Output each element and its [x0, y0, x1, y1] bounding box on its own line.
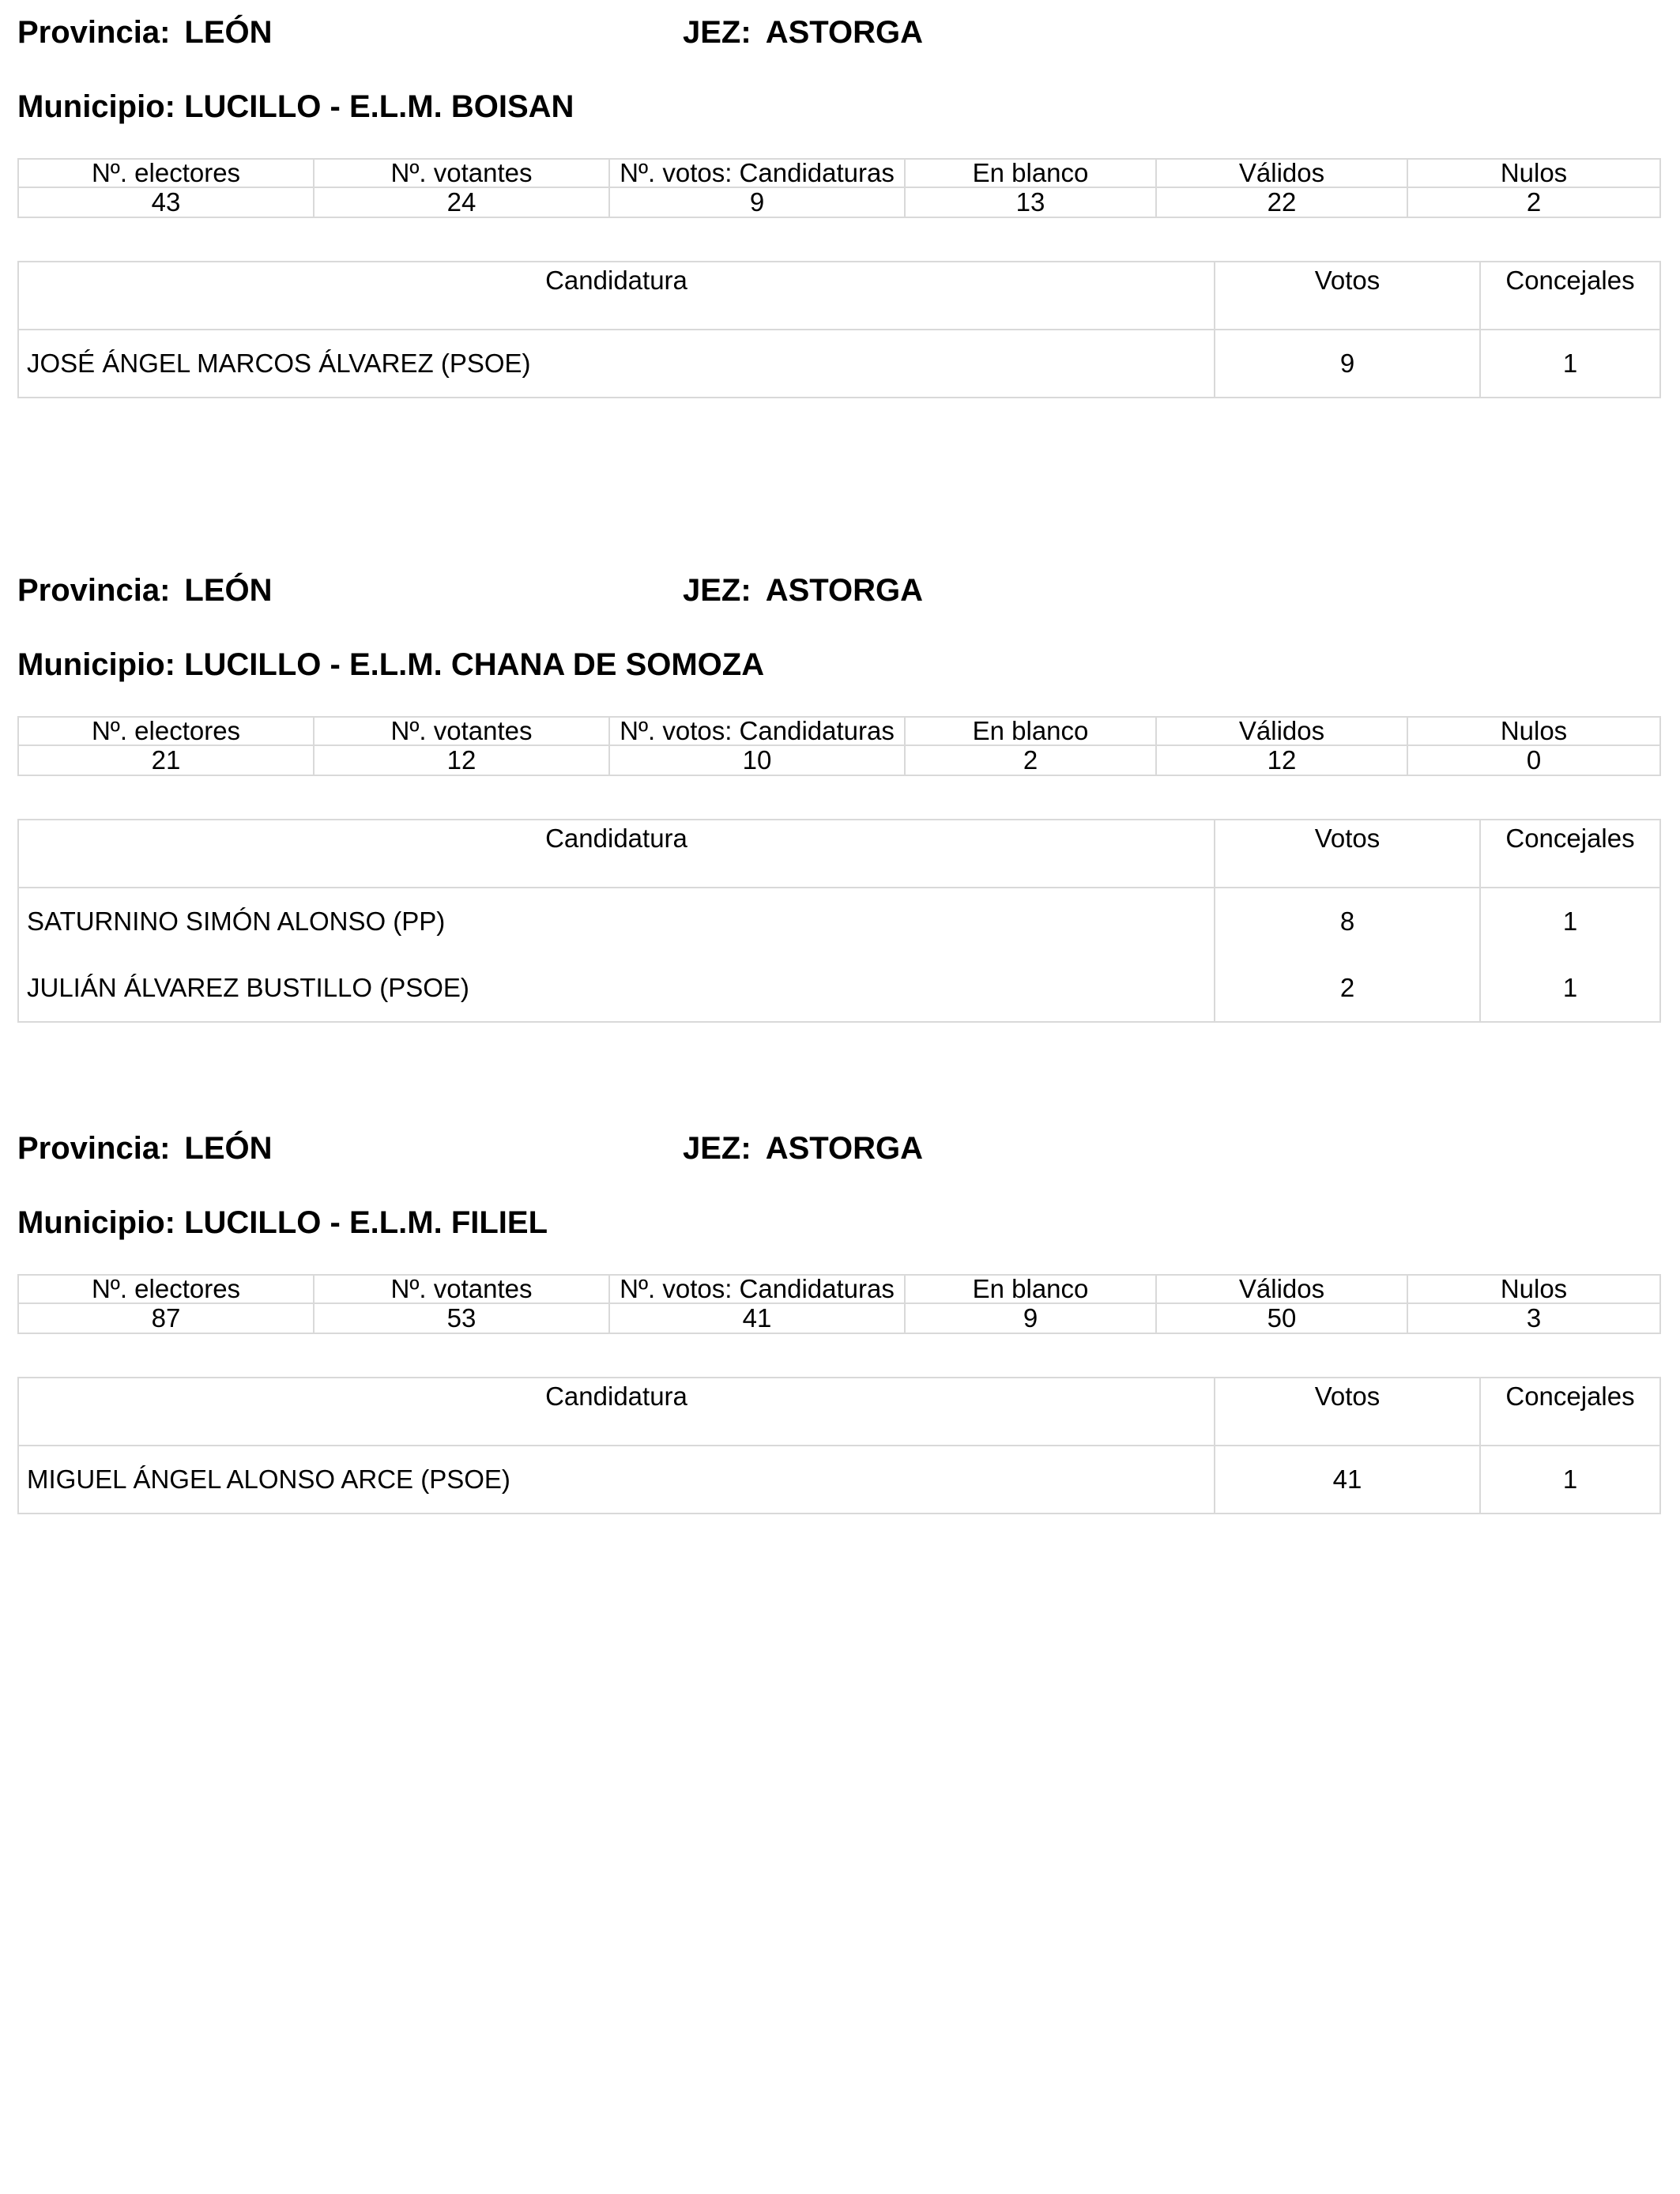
- table-row: [18, 1446, 1660, 1514]
- stats-header-nulos: Nulos: [1407, 159, 1660, 187]
- candidate-votos: 41: [1215, 1446, 1480, 1514]
- stats-value-votos-candidaturas: 9: [609, 187, 905, 217]
- stats-header-validos: Válidos: [1156, 159, 1407, 187]
- municipio-value: LUCILLO - E.L.M. FILIEL: [184, 1205, 548, 1240]
- jez-value: ASTORGA: [765, 15, 923, 50]
- candidate-concejales: 1: [1480, 330, 1660, 398]
- candidate-concejales: 1: [1480, 955, 1660, 1022]
- stats-value-en-blanco: 2: [905, 745, 1156, 775]
- stats-value-electores: 87: [18, 1303, 314, 1333]
- stats-header-validos: Válidos: [1156, 717, 1407, 745]
- stats-header-votos-candidaturas: Nº. votos: Candidaturas: [609, 159, 905, 187]
- concejales-header: Concejales: [1480, 262, 1660, 330]
- stats-header-row: [18, 1275, 1660, 1303]
- candidatura-header-row: [18, 1378, 1660, 1446]
- stats-header-validos: Válidos: [1156, 1275, 1407, 1303]
- stats-value-en-blanco: 13: [905, 187, 1156, 217]
- stats-header-electores: Nº. electores: [18, 1275, 314, 1303]
- table-row: [18, 888, 1660, 955]
- jez-label: JEZ:: [683, 15, 751, 50]
- stats-value-votos-candidaturas: 41: [609, 1303, 905, 1333]
- municipio-value: LUCILLO - E.L.M. BOISAN: [184, 89, 574, 124]
- stats-header-votantes: Nº. votantes: [314, 717, 609, 745]
- stats-header-row: [18, 717, 1660, 745]
- stats-header-votantes: Nº. votantes: [314, 1275, 609, 1303]
- jez-value: ASTORGA: [765, 573, 923, 608]
- concejales-header: Concejales: [1480, 820, 1660, 888]
- candidate-name: MIGUEL ÁNGEL ALONSO ARCE (PSOE): [18, 1446, 1215, 1514]
- provincia-value: LEÓN: [184, 15, 273, 50]
- votos-header: Votos: [1215, 1378, 1480, 1446]
- stats-table: [17, 1274, 1661, 1334]
- stats-value-validos: 50: [1156, 1303, 1407, 1333]
- stats-value-nulos: 2: [1407, 187, 1660, 217]
- candidate-votos: 8: [1215, 888, 1480, 955]
- stats-header-electores: Nº. electores: [18, 717, 314, 745]
- stats-header-row: [18, 159, 1660, 187]
- stats-value-validos: 22: [1156, 187, 1407, 217]
- candidatura-header: Candidatura: [18, 262, 1215, 330]
- jez-line: [683, 1130, 923, 1167]
- candidatura-table: [17, 819, 1661, 1023]
- concejales-header: Concejales: [1480, 1378, 1660, 1446]
- candidate-name: JULIÁN ÁLVAREZ BUSTILLO (PSOE): [18, 955, 1215, 1022]
- stats-value-electores: 43: [18, 187, 314, 217]
- provincia-line: [17, 1130, 273, 1167]
- municipio-value: LUCILLO - E.L.M. CHANA DE SOMOZA: [184, 647, 765, 682]
- provincia-value: LEÓN: [184, 573, 273, 608]
- jez-label: JEZ:: [683, 573, 751, 608]
- stats-value-nulos: 3: [1407, 1303, 1660, 1333]
- stats-value-votantes: 24: [314, 187, 609, 217]
- municipio-line: [17, 647, 764, 683]
- votos-header: Votos: [1215, 262, 1480, 330]
- stats-header-votos-candidaturas: Nº. votos: Candidaturas: [609, 717, 905, 745]
- candidate-name: SATURNINO SIMÓN ALONSO (PP): [18, 888, 1215, 955]
- stats-value-electores: 21: [18, 745, 314, 775]
- provincia-label: Provincia:: [17, 573, 171, 608]
- stats-header-en-blanco: En blanco: [905, 1275, 1156, 1303]
- stats-value-en-blanco: 9: [905, 1303, 1156, 1333]
- stats-header-nulos: Nulos: [1407, 1275, 1660, 1303]
- jez-line: [683, 14, 923, 51]
- candidate-votos: 2: [1215, 955, 1480, 1022]
- jez-value: ASTORGA: [765, 1131, 923, 1166]
- provincia-line: [17, 572, 273, 609]
- stats-value-row: [18, 187, 1660, 217]
- candidatura-header-row: [18, 820, 1660, 888]
- provincia-value: LEÓN: [184, 1131, 273, 1166]
- jez-label: JEZ:: [683, 1131, 751, 1166]
- municipio-label: Municipio:: [17, 647, 175, 682]
- candidate-name: JOSÉ ÁNGEL MARCOS ÁLVAREZ (PSOE): [18, 330, 1215, 398]
- candidate-concejales: 1: [1480, 1446, 1660, 1514]
- table-row: [18, 330, 1660, 398]
- municipio-line: [17, 1204, 548, 1241]
- candidate-votos: 9: [1215, 330, 1480, 398]
- stats-value-votantes: 12: [314, 745, 609, 775]
- candidatura-header: Candidatura: [18, 1378, 1215, 1446]
- stats-value-nulos: 0: [1407, 745, 1660, 775]
- candidate-concejales: 1: [1480, 888, 1660, 955]
- table-row: [18, 955, 1660, 1022]
- votos-header: Votos: [1215, 820, 1480, 888]
- stats-header-votantes: Nº. votantes: [314, 159, 609, 187]
- stats-header-electores: Nº. electores: [18, 159, 314, 187]
- candidatura-table: [17, 1377, 1661, 1514]
- stats-header-en-blanco: En blanco: [905, 717, 1156, 745]
- stats-value-row: [18, 1303, 1660, 1333]
- stats-value-validos: 12: [1156, 745, 1407, 775]
- candidatura-table: [17, 261, 1661, 398]
- provincia-label: Provincia:: [17, 15, 171, 50]
- stats-value-votantes: 53: [314, 1303, 609, 1333]
- stats-value-row: [18, 745, 1660, 775]
- provincia-label: Provincia:: [17, 1131, 171, 1166]
- candidatura-header-row: [18, 262, 1660, 330]
- jez-line: [683, 572, 923, 609]
- municipio-label: Municipio:: [17, 1205, 175, 1240]
- stats-header-votos-candidaturas: Nº. votos: Candidaturas: [609, 1275, 905, 1303]
- candidatura-header: Candidatura: [18, 820, 1215, 888]
- stats-table: [17, 716, 1661, 776]
- stats-table: [17, 158, 1661, 218]
- municipio-line: [17, 89, 574, 125]
- stats-header-nulos: Nulos: [1407, 717, 1660, 745]
- municipio-label: Municipio:: [17, 89, 175, 124]
- stats-value-votos-candidaturas: 10: [609, 745, 905, 775]
- stats-header-en-blanco: En blanco: [905, 159, 1156, 187]
- provincia-line: [17, 14, 273, 51]
